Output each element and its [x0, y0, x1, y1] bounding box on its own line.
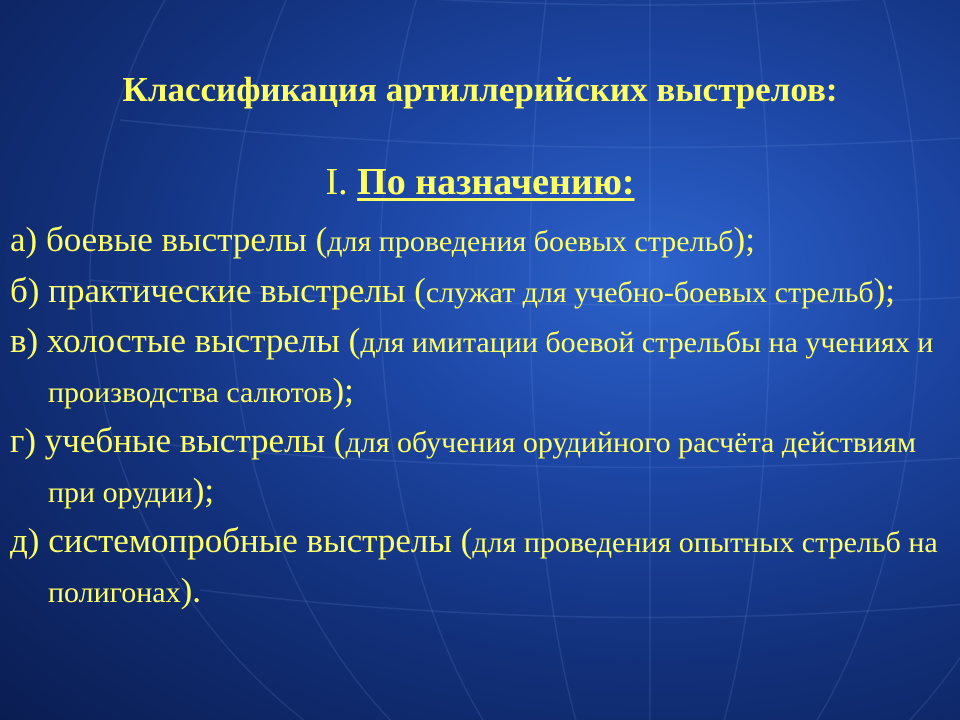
item-tail: ).: [180, 571, 202, 610]
list-item: [10, 267, 950, 317]
item-note: служат для учебно-боевых стрельб: [425, 276, 874, 309]
item-list: [10, 215, 950, 617]
slide-title: Классификация артиллерийских выстрелов:: [122, 70, 838, 109]
item-head: б) практические выстрелы (: [10, 271, 426, 310]
item-head: г) учебные выстрелы (: [10, 421, 346, 460]
item-note: для имитации боевой стрельбы на учениях и производства салютов: [48, 326, 934, 409]
section-label: По назначению:: [357, 161, 635, 203]
item-tail: );: [332, 371, 354, 410]
list-item: [10, 517, 950, 617]
item-head: в) холостые выстрелы (: [10, 321, 361, 360]
list-item: [10, 417, 950, 517]
item-note: для обучения орудийного расчёта действиям при орудии: [48, 426, 916, 509]
list-item: [10, 215, 950, 267]
item-head: а) боевые выстрелы (: [10, 220, 328, 259]
item-tail: );: [192, 471, 215, 510]
item-tail: );: [873, 271, 896, 310]
item-head: д) системопробные выстрелы (: [10, 521, 473, 560]
item-tail: );: [733, 220, 755, 259]
section-number: I.: [325, 161, 348, 203]
section-heading: [0, 160, 960, 204]
list-item: [10, 317, 950, 417]
item-note: для проведения боевых стрельб: [327, 225, 734, 258]
item-note: для проведения опытных стрельб на полигонах: [48, 526, 938, 609]
